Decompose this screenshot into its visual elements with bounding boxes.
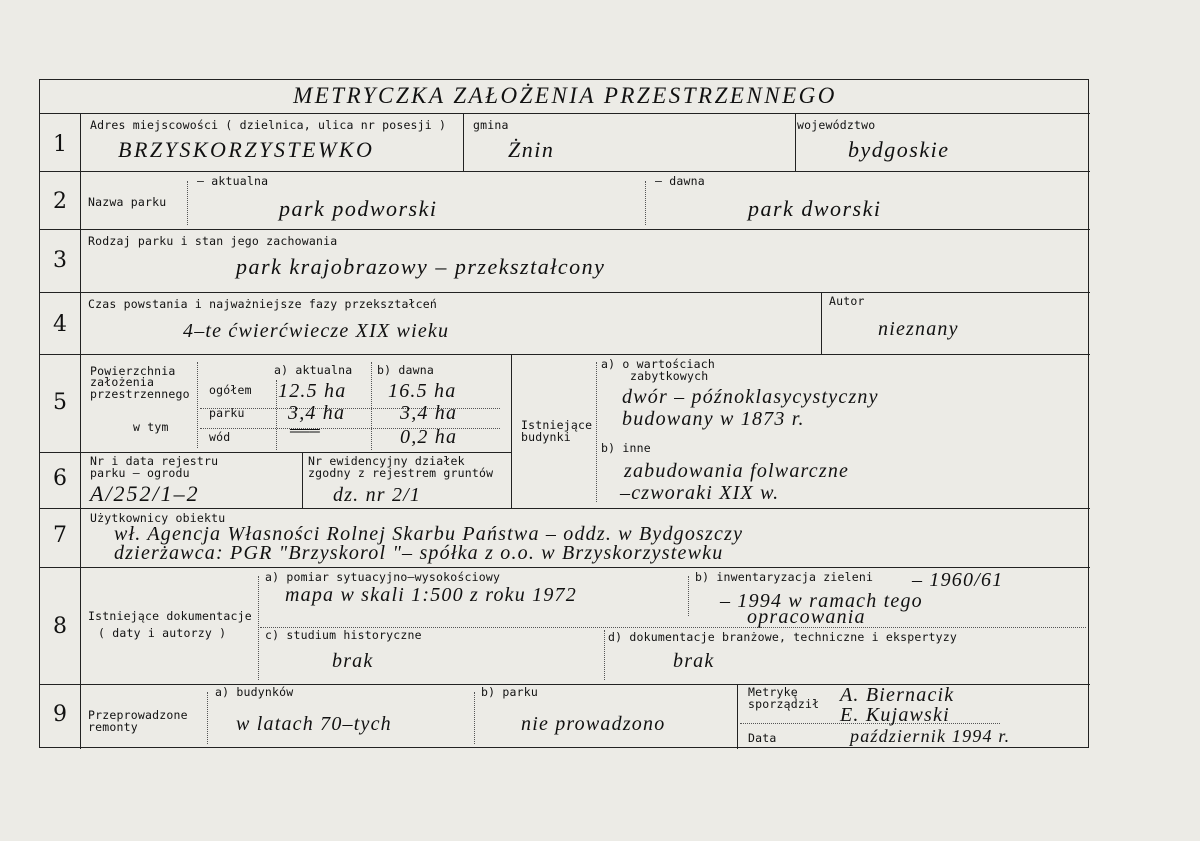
- divider: [40, 508, 1090, 509]
- including-label: w tym: [133, 420, 169, 434]
- current-name-label: – aktualna: [197, 174, 269, 188]
- dotted-separator: [276, 380, 277, 450]
- divider: [40, 354, 1090, 355]
- row-number: 3: [53, 248, 67, 273]
- area-current-value: ═══: [290, 424, 320, 439]
- buildings-renovation-value: w latach 70–tych: [236, 713, 392, 735]
- divider: [40, 567, 1090, 568]
- gmina-value: Żnin: [508, 137, 555, 162]
- area-row-label: parku: [209, 406, 245, 420]
- dotted-separator: [688, 576, 689, 616]
- branch-docs-label: d) dokumentacje branżowe, techniczne i ekspertyzy: [608, 630, 958, 644]
- area-label: Powierzchnia: [90, 364, 176, 378]
- area-current-value: 3,4 ha: [288, 402, 346, 424]
- documentation-label: Istniejące dokumentacje: [88, 609, 252, 623]
- divider: [821, 292, 822, 354]
- park-name-label: Nazwa parku: [88, 195, 167, 209]
- divider: [737, 684, 738, 749]
- current-name-value: park podworski: [279, 196, 438, 221]
- renovations-label: remonty: [88, 720, 138, 734]
- gmina-label: gmina: [473, 118, 509, 132]
- address-value: BRZYSKORZYSTEWKO: [118, 137, 375, 162]
- wojewodztwo-label: województwo: [797, 118, 876, 132]
- dotted-separator: [197, 362, 198, 448]
- users-value: dzierżawca: PGR "Brzyskorol "– spółka z o.o. w Brzyskorzystewku: [114, 542, 724, 564]
- area-label: przestrzennego: [90, 387, 190, 401]
- users-value: wł. Agencja Własności Rolnej Skarbu Państwa – oddz. w Bydgoszczy: [114, 523, 744, 545]
- park-type-label: Rodzaj parku i stan jego zachowania: [88, 234, 338, 248]
- registry-label: parku – ogrodu: [90, 466, 190, 480]
- row-number: 6: [53, 466, 67, 491]
- registry-label: Nr i data rejestru: [90, 454, 219, 468]
- former-name-label: – dawna: [655, 174, 705, 188]
- history-study-label: c) studium historyczne: [265, 628, 422, 642]
- creation-time-label: Czas powstania i najważniejsze fazy przekształceń: [88, 297, 438, 311]
- divider: [40, 292, 1090, 293]
- parcel-label: Nr ewidencyjny działek: [308, 454, 465, 468]
- survey-value: mapa w skali 1:500 z roku 1972: [285, 584, 577, 606]
- registry-value: A/252/1–2: [90, 481, 200, 506]
- area-former-value: 0,2 ha: [400, 426, 458, 448]
- row-number: 7: [53, 523, 67, 548]
- buildings-label: Istniejące: [521, 418, 593, 432]
- divider: [463, 113, 464, 171]
- date-label: Data: [748, 731, 777, 745]
- area-former-value: 16.5 ha: [388, 380, 457, 402]
- divider: [40, 229, 1090, 230]
- prepared-by-label: Metrykę: [748, 685, 798, 699]
- area-row-label: wód: [209, 430, 231, 444]
- greenery-value: – 1994 w ramach tego: [720, 590, 923, 612]
- survey-label: a) pomiar sytuacyjno–wysokościowy: [265, 570, 501, 584]
- buildings-renovation-label: a) budynków: [215, 685, 294, 699]
- dotted-separator: [645, 181, 646, 225]
- dotted-separator: [596, 362, 597, 502]
- monuments-value: budowany w 1873 r.: [622, 408, 805, 430]
- prepared-by-value: A. Biernacik: [840, 684, 955, 706]
- row-number: 5: [53, 390, 67, 415]
- dotted-separator: [604, 630, 605, 680]
- divider: [40, 171, 1090, 172]
- monuments-value: dwór – późnoklasycystyczny: [622, 386, 879, 408]
- former-name-value: park dworski: [748, 196, 882, 221]
- row-number: 8: [53, 614, 67, 639]
- greenery-value: opracowania: [747, 606, 866, 628]
- number-column-divider: [80, 113, 81, 749]
- buildings-label: budynki: [521, 430, 571, 444]
- other-buildings-label: b) inne: [601, 441, 651, 455]
- park-type-value: park krajobrazowy – przekształcony: [236, 254, 606, 279]
- row-number: 1: [53, 132, 67, 157]
- divider: [795, 113, 796, 171]
- users-label: Użytkownicy obiektu: [90, 511, 226, 525]
- history-study-value: brak: [332, 650, 374, 672]
- area-label: założenia: [90, 375, 155, 389]
- address-label: Adres miejscowości ( dzielnica, ulica nr posesji ): [90, 118, 447, 132]
- row-number: 4: [53, 312, 67, 337]
- dotted-separator: [187, 181, 188, 225]
- parcel-label: zgodny z rejestrem gruntów: [308, 466, 494, 480]
- dotted-separator: [474, 692, 475, 744]
- area-current-value: 12.5 ha: [278, 380, 347, 402]
- area-former-value: 3,4 ha: [400, 402, 458, 424]
- renovations-label: Przeprowadzone: [88, 708, 188, 722]
- other-buildings-value: zabudowania folwarczne: [624, 460, 850, 482]
- parcel-value: dz. nr 2/1: [333, 484, 422, 506]
- metryczka-form: [39, 79, 1089, 748]
- divider: [40, 452, 512, 453]
- area-former-header: b) dawna: [377, 363, 434, 377]
- documentation-label: ( daty i autorzy ): [98, 626, 227, 640]
- dotted-separator: [371, 362, 372, 450]
- park-renovation-label: b) parku: [481, 685, 538, 699]
- dotted-separator: [207, 692, 208, 744]
- row-number: 2: [53, 189, 67, 214]
- monuments-label: zabytkowych: [630, 369, 709, 383]
- row-number: 9: [53, 702, 67, 727]
- branch-docs-value: brak: [673, 650, 715, 672]
- author-label: Autor: [829, 294, 865, 308]
- area-row-label: ogółem: [209, 383, 252, 397]
- divider: [511, 354, 512, 508]
- park-renovation-value: nie prowadzono: [521, 713, 666, 735]
- greenery-label: b) inwentaryzacja zieleni: [695, 570, 874, 584]
- area-current-header: a) aktualna: [274, 363, 353, 377]
- author-value: nieznany: [878, 318, 959, 340]
- monuments-label: a) o wartościach: [601, 357, 715, 371]
- creation-time-value: 4–te ćwierćwiecze XIX wieku: [183, 320, 450, 342]
- form-title: METRYCZKA ZAŁOŻENIA PRZESTRZENNEGO: [293, 83, 837, 108]
- divider: [40, 113, 1090, 114]
- greenery-value: – 1960/61: [912, 569, 1004, 591]
- divider: [302, 452, 303, 508]
- date-value: październik 1994 r.: [850, 726, 1011, 746]
- prepared-by-value: E. Kujawski: [840, 704, 950, 726]
- dotted-separator: [258, 576, 259, 680]
- prepared-by-label: sporządził: [748, 697, 820, 711]
- other-buildings-value: –czworaki XIX w.: [620, 482, 780, 504]
- wojewodztwo-value: bydgoskie: [848, 137, 950, 162]
